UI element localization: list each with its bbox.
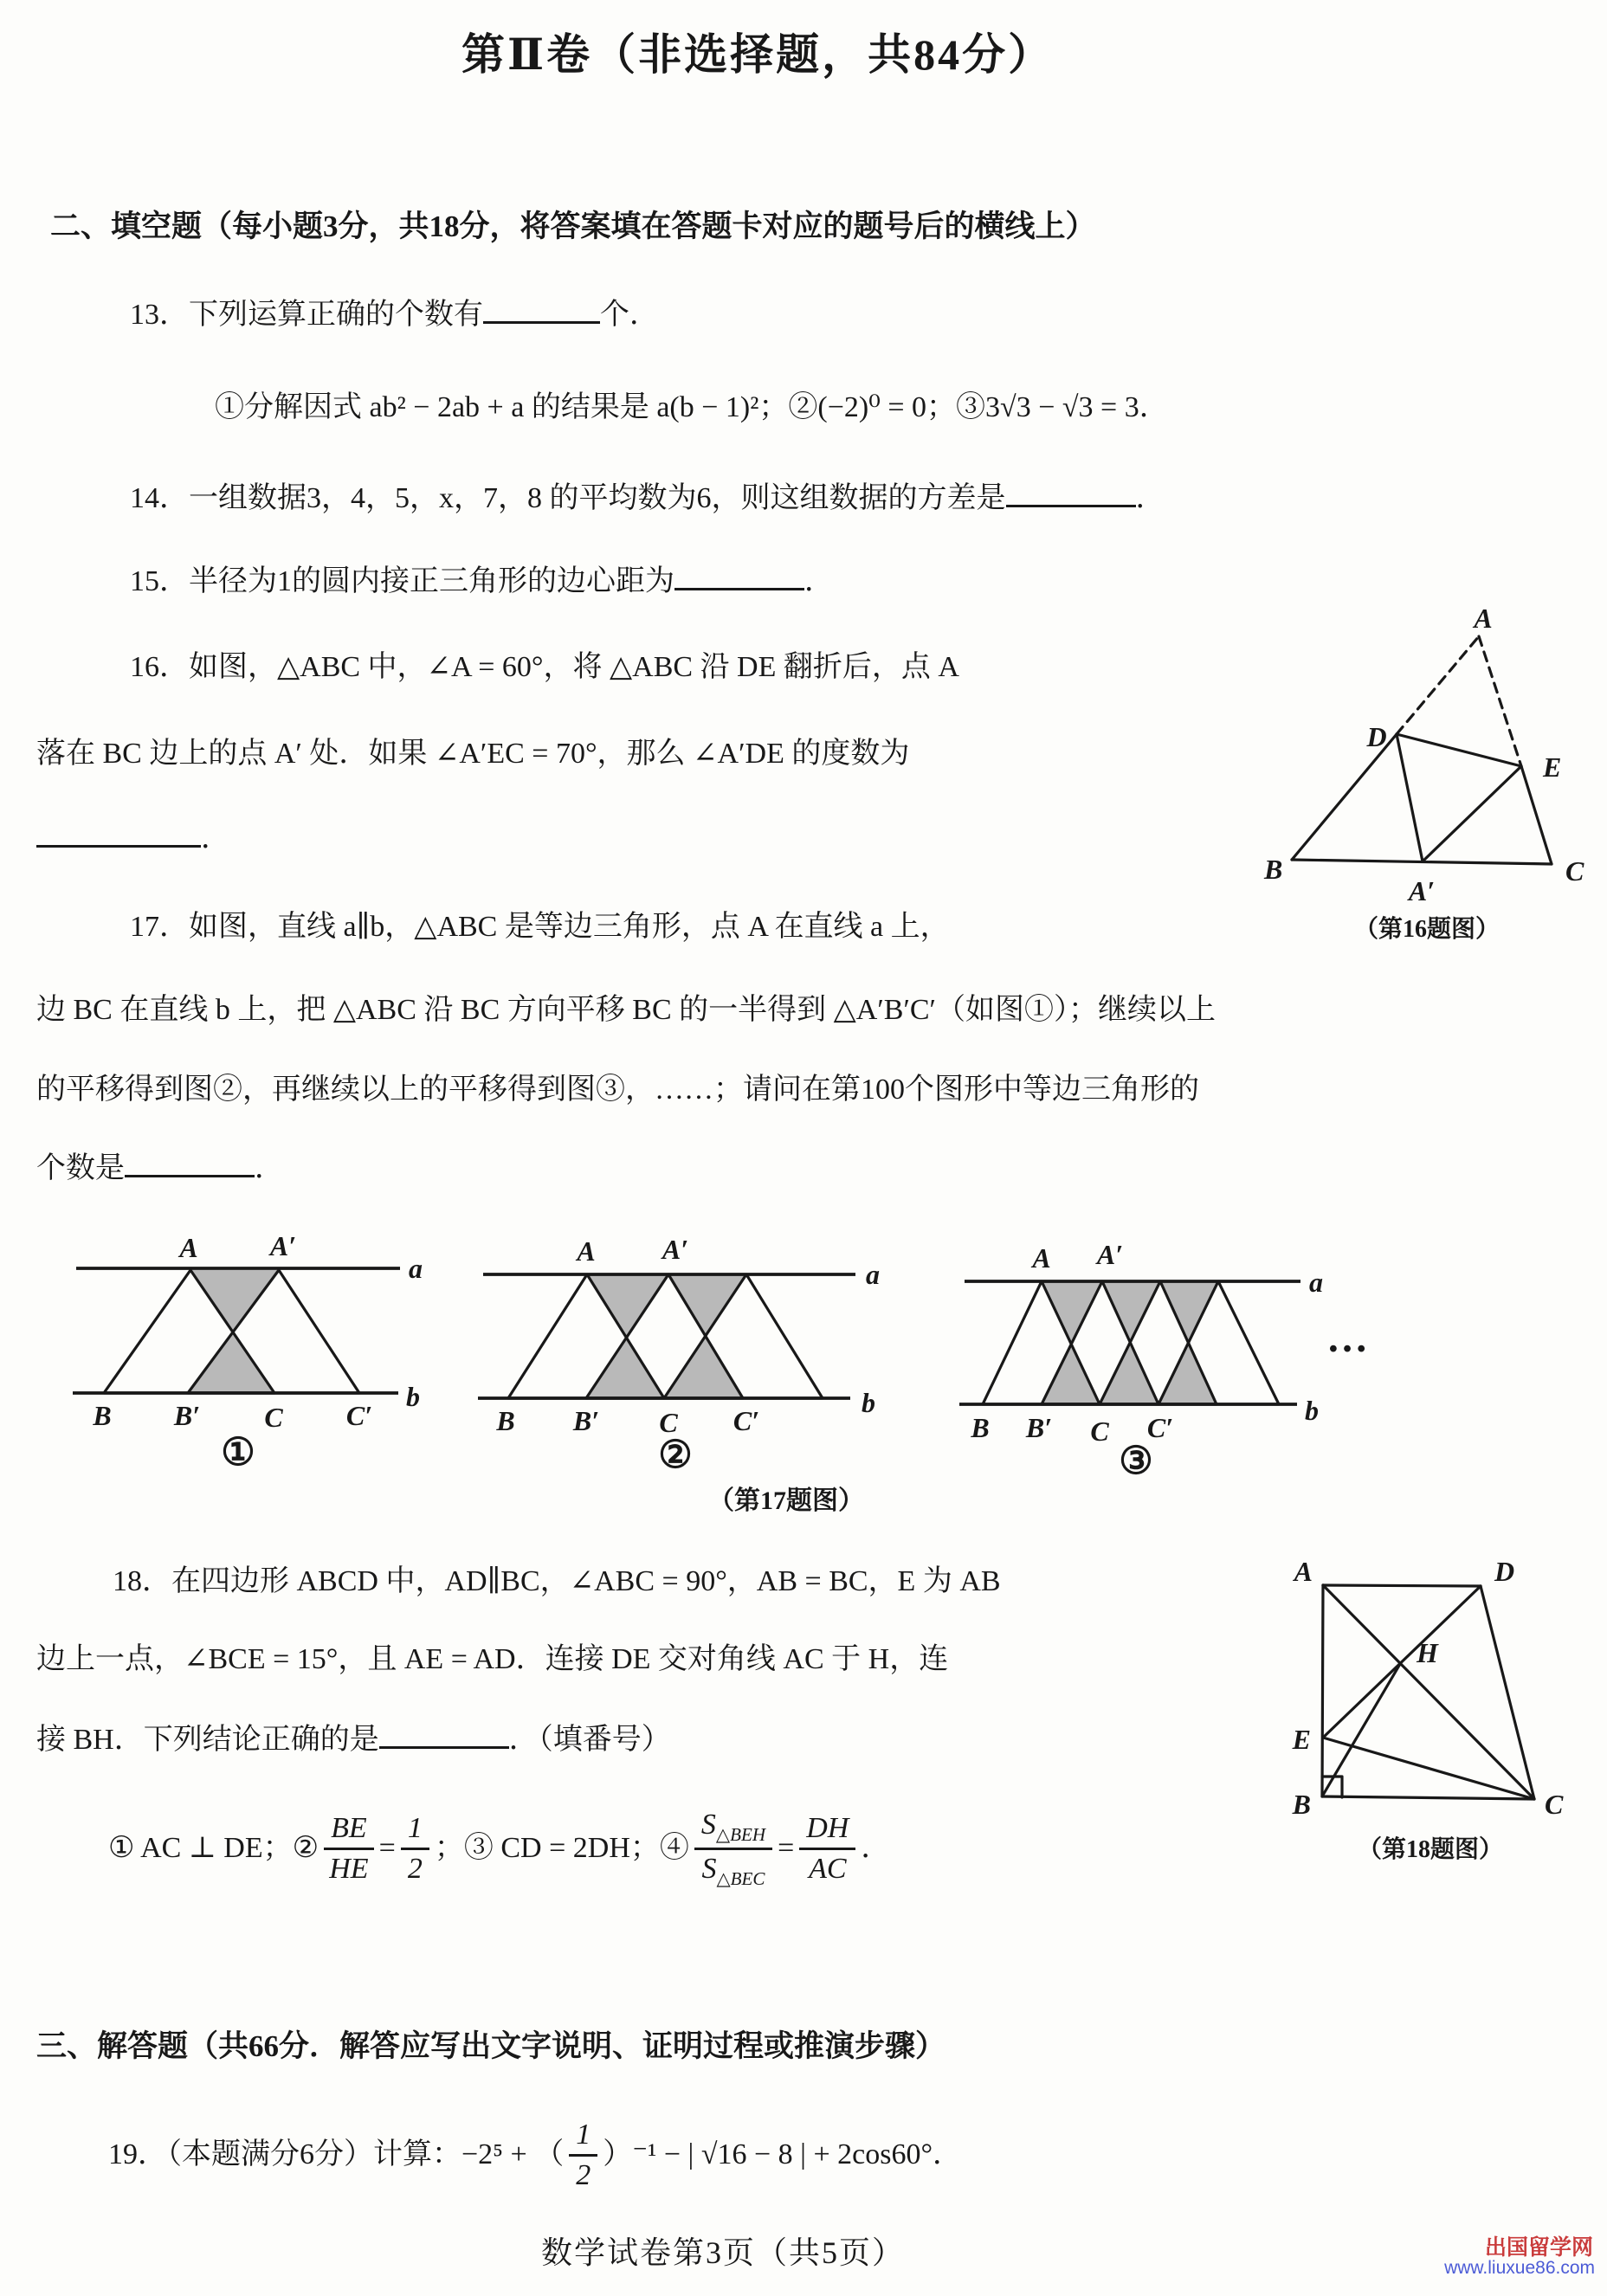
q17-text-post: ． [255,1152,284,1184]
q18-line1: 18．在四边形 ABCD 中，AD∥BC，∠ABC = 90°，AB = BC，E 为 AB [113,1565,1001,1597]
q17-text: 个数是 [36,1152,125,1184]
q19-text-pre: 19．（本题满分6分）计算：−2⁵ + （ [108,2138,565,2170]
fraction-denominator: 2 [576,2158,591,2191]
fig18-caption: （第18题图） [1357,1836,1504,1863]
fig16-caption: （第16题图） [1353,916,1501,943]
figure-q17-diagram-2 [468,1222,879,1478]
q17-line3: 的平移得到图②，再继续以上的平移得到图③，……；请问在第100个图形中等边三角形的 [36,1074,1199,1106]
fig17-1-labels [92,1230,423,1433]
q16-line3 [36,818,230,858]
q14-text-post: ． [1135,482,1165,514]
q15-text-post: ． [804,565,834,597]
fig16-dashed-fold-edges [1397,636,1521,766]
fraction-denominator: AC [809,1852,847,1885]
vertex-label-c-prime: C′ [345,1400,373,1431]
fraction-one-half [401,1813,429,1884]
ellipsis-continuation: … [1326,1315,1371,1361]
watermark-site-name: 出国留学网 [1484,2235,1593,2260]
answer-blank [1006,478,1136,507]
fig17-1-caption: ① [221,1431,255,1474]
vertex-label-c: C [264,1402,283,1433]
vertex-label-b-prime: B′ [572,1405,600,1436]
fraction-numerator: DH [799,1813,855,1850]
vertex-label-c: C [1565,855,1584,887]
vertex-label-c-prime: C′ [1146,1412,1174,1443]
q18-text-post: ．（填番号） [508,1724,671,1756]
area-symbol: S [701,1852,717,1885]
vertex-label-b-prime: B′ [1025,1412,1053,1443]
figure-q18-quadrilateral [1247,1541,1607,1887]
fraction-areas [694,1809,772,1888]
fraction-numerator: 1 [569,2119,597,2157]
q16-line2: 落在 BC 边上的点 A′ 处．如果 ∠A′EC = 70°，那么 ∠A′DE 的度数为 [36,738,910,770]
q14-text: 14．一组数据3，4，5，x，7，8 的平均数为6，则这组数据的方差是 [130,482,1006,514]
vertex-label-c: C [659,1407,678,1438]
fig17-group-caption: （第17题图） [708,1487,864,1515]
equals-sign: = [778,1832,795,1865]
fraction-denominator: HE [329,1852,369,1885]
fraction-denominator: 2 [407,1852,423,1885]
vertex-label-a-prime: A′ [662,1234,689,1265]
figure-q17-diagram-3 [952,1222,1325,1482]
line-label-b: b [862,1387,875,1418]
vertex-label-a: A [1294,1556,1313,1587]
vertex-label-a: A [179,1232,198,1263]
fraction-numerator [694,1809,772,1850]
vertex-label-a-prime: A′ [269,1230,297,1261]
q13-line1 [130,294,659,334]
vertex-label-b: B [971,1412,990,1443]
vertex-label-e: E [1543,751,1562,783]
line-label-a: a [409,1253,423,1284]
page-footer: 数学试卷第3页（共5页） [541,2235,906,2270]
area-subscript: △BEH [715,1823,766,1845]
fig16-solid-edges [1292,734,1552,864]
fig17-2-caption: ② [658,1434,693,1476]
q19-text-post: ）⁻¹ − | √16 − 8 | + 2cos60°． [603,2138,963,2170]
q17-line4 [36,1148,284,1188]
q18-option-end: ． [861,1832,891,1865]
q19-line [108,2119,962,2190]
vertex-label-b: B [496,1405,515,1436]
fig17-3-caption: ③ [1119,1440,1153,1482]
vertex-label-b-prime: B′ [173,1400,201,1431]
vertex-label-e: E [1292,1724,1311,1755]
vertex-label-d: D [1494,1556,1515,1587]
vertex-label-a: A [1032,1242,1051,1274]
fig17-2-labels [495,1234,880,1438]
vertex-label-c: C [1090,1416,1109,1447]
q16-text-post: ． [201,822,230,855]
page-title: 第Ⅱ卷（非选择题，共84分） [461,30,1055,79]
q18-line3 [36,1719,671,1759]
fraction-one-half [569,2119,597,2190]
answer-blank [125,1148,255,1177]
fig18-edges [1322,1585,1534,1799]
line-label-a: a [1309,1267,1323,1298]
vertex-label-b: B [1292,1789,1311,1820]
line-label-a: a [866,1259,880,1290]
q14-line [130,478,1165,518]
vertex-label-c: C [1545,1789,1564,1820]
section3-heading: 三、解答题（共66分．解答应写出文字说明、证明过程或推演步骤） [36,2029,946,2063]
vertex-label-a: A [1474,603,1493,634]
area-subscript: △BEC [716,1867,765,1889]
figure-q16-triangle [1238,597,1602,944]
q18-text: 接 BH．下列结论正确的是 [36,1724,379,1756]
q18-option-1: ① AC ⊥ DE；② [108,1832,319,1865]
answer-blank [36,818,201,848]
vertex-label-b: B [93,1400,112,1431]
q18-line2: 边上一点，∠BCE = 15°，且 AE = AD．连接 DE 交对角线 AC 于 H，连 [36,1643,949,1675]
answer-blank [379,1719,509,1749]
q13-line2: ①分解因式 ab² − 2ab + a 的结果是 a(b − 1)²；②(−2)⁰ = 0；③3√3 − √3 = 3． [215,391,1169,423]
line-label-b: b [406,1381,420,1412]
fraction-numerator: 1 [401,1813,429,1850]
fraction-dh-ac [799,1813,855,1884]
vertex-label-a: A [577,1235,596,1267]
vertex-label-c-prime: C′ [733,1405,760,1436]
q18-options [108,1809,890,1888]
area-symbol: S [700,1809,716,1841]
fraction-be-he [324,1813,374,1884]
equals-sign: = [378,1832,396,1865]
q18-option-3: ；③ CD = 2DH；④ [434,1832,689,1865]
q15-line [130,561,834,601]
watermark-site-url: www.liuxue86.com [1444,2258,1595,2278]
fraction-numerator: BE [324,1813,374,1850]
vertex-label-h: H [1417,1637,1438,1668]
vertex-label-b: B [1264,854,1283,885]
answer-blank [483,294,600,324]
answer-blank [674,561,804,590]
vertex-label-d: D [1366,721,1387,752]
figure-q17-diagram-1 [61,1222,424,1474]
vertex-label-a-prime: A′ [1408,875,1436,906]
line-label-b: b [1305,1395,1319,1426]
fraction-denominator [694,1850,772,1888]
fig17-2-shaded-overlaps [586,1274,746,1398]
q15-text: 15．半径为1的圆内接正三角形的边心距为 [130,565,674,597]
fig17-2-lines [478,1274,855,1398]
q16-line1: 16．如图，△ABC 中，∠A = 60°，将 △ABC 沿 DE 翻折后，点 A [130,651,959,683]
q17-line2: 边 BC 在直线 b 上，把 △ABC 沿 BC 方向平移 BC 的一半得到 △A′B′C′（如图①）；继续以上 [36,994,1216,1026]
q17-line1: 17．如图，直线 a∥b，△ABC 是等边三角形，点 A 在直线 a 上， [130,911,950,943]
fig17-3-labels [970,1239,1323,1447]
section2-heading: 二、填空题（每小题3分，共18分，将答案填在答题卡对应的题号后的横线上） [50,210,1096,243]
q13-text-post: 个． [600,299,659,331]
q13-text-pre: 13．下列运算正确的个数有 [130,299,483,331]
vertex-label-a-prime: A′ [1096,1239,1124,1270]
